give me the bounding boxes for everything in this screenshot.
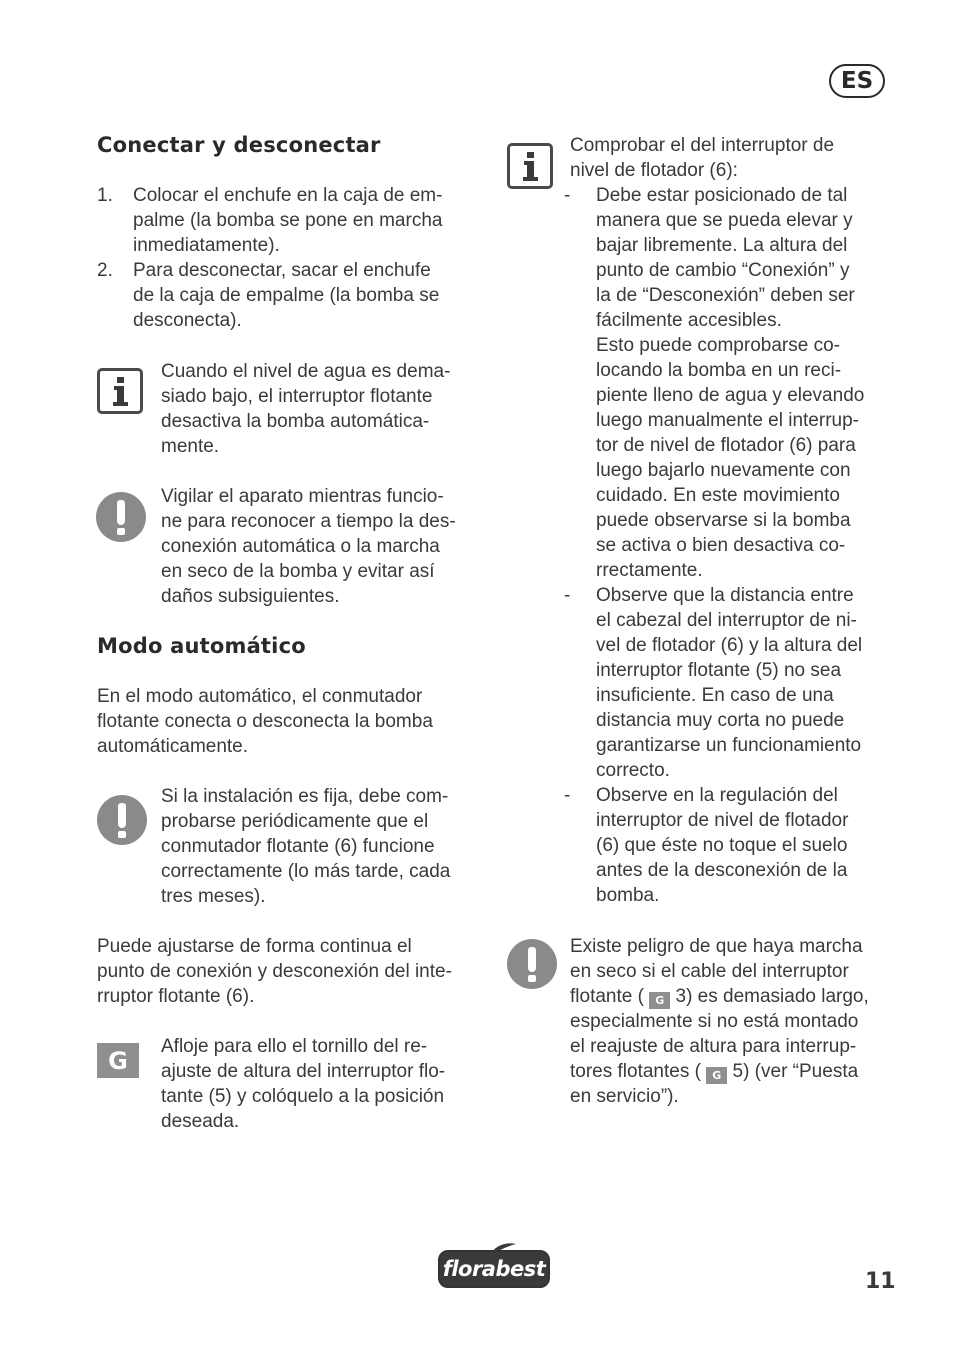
info-icon [97,368,143,414]
text-line: correcto. [596,760,670,781]
text-line: rrectamente. [596,560,703,581]
figure-g-icon: G [649,992,670,1009]
text-line: luego bajarlo nuevamente con [596,460,851,481]
text-line: insuficiente. En caso de una [596,685,834,706]
bullet-dash: - [564,585,571,606]
text-line: puede observarse si la bomba [596,510,851,531]
list-item [97,183,497,258]
list-item [564,183,904,583]
text-line: nivel de flotador (6): [570,160,738,181]
text-line: interruptor de nivel de flotador [596,810,849,831]
step-line: Colocar el enchufe en la caja de em- [133,185,443,206]
florabest-logo [438,1250,550,1288]
text-line: probarse periódicamente que el [161,811,429,832]
step-number: 1. [97,185,113,206]
text-line: cuidado. En este movimiento [596,485,840,506]
text-line: especialmente si no está montado [570,1011,859,1032]
text-line: desactiva la bomba automática- [161,411,430,432]
text-line: manera que se pueda elevar y [596,210,853,231]
text-line: Observe en la regulación del [596,785,838,806]
step-line: inmediatamente). [133,235,280,256]
warning-icon [507,939,557,989]
heading-auto-mode: Modo automático [97,634,306,658]
text-line [570,1059,910,1084]
text-line: la de “Desconexión” deben ser [596,285,855,306]
text-line: siado bajo, el interruptor flotante [161,386,433,407]
bullet-dash: - [564,785,571,806]
text-line: ajuste de altura del interruptor flo- [161,1061,446,1082]
text-line: correctamente (lo más tarde, cada [161,861,451,882]
step-line: Para desconectar, sacar el enchufe [133,260,431,281]
list-item [564,783,904,908]
text-line: vel de flotador (6) y la altura del [596,635,863,656]
text-line: el cabezal del interruptor de ni- [596,610,857,631]
step-line: palme (la bomba se pone en marcha [133,210,443,231]
text-fragment: flotante ( [570,986,650,1007]
text-line: Afloje para ello el tornillo del re- [161,1036,428,1057]
text-line: automáticamente. [97,736,249,757]
text-line [570,984,910,1009]
step-line: de la caja de empalme (la bomba se [133,285,440,306]
text-line: en seco de la bomba y evitar así [161,561,435,582]
text-line: garantizarse un funcionamiento [596,735,862,756]
text-line: Comprobar el del interruptor de [570,135,835,156]
check-bullets [564,183,904,908]
info-note-water-level [161,359,491,459]
text-line: piente lleno de agua y elevando [596,385,865,406]
text-line: rruptor flotante (6). [97,986,255,1007]
text-line: ne para reconocer a tiempo la des- [161,511,456,532]
info-icon [507,143,553,189]
text-line: mente. [161,436,220,457]
text-fragment: 3) es demasiado largo, [670,986,869,1007]
text-line: Puede ajustarse de forma continua el [97,936,412,957]
text-line: en servicio”). [570,1086,679,1107]
adjust-paragraph [97,934,497,1009]
text-line: Debe estar posicionado de tal [596,185,848,206]
list-item [564,583,904,783]
warning-icon [96,492,146,542]
text-line: tres meses). [161,886,266,907]
text-line: En el modo automático, el conmutador [97,686,423,707]
warning-icon [97,795,147,845]
steps-list [97,183,497,333]
text-line: conmutador flotante (6) funcione [161,836,435,857]
language-badge: ES [829,64,885,98]
text-line: bajar libremente. La altura del [596,235,848,256]
text-line: deseada. [161,1111,240,1132]
text-line: en seco si el cable del interruptor [570,961,849,982]
text-line: locando la bomba en un reci- [596,360,842,381]
text-line: Existe peligro de que haya marcha [570,936,863,957]
text-line: Si la instalación es fija, debe com- [161,786,449,807]
list-item [97,258,497,333]
warning-note-dry-run [570,934,910,1109]
text-line: punto de conexión y desconexión del inte- [97,961,452,982]
text-line: (6) que éste no toque el suelo [596,835,848,856]
text-line: interruptor flotante (5) no sea [596,660,842,681]
text-line: Esto puede comprobarse co- [596,335,840,356]
figure-g-icon: G [97,1043,139,1078]
text-line: punto de cambio “Conexión” y [596,260,850,281]
text-fragment: 5) (ver “Puesta [727,1061,859,1082]
bullet-dash: - [564,185,571,206]
text-line: el reajuste de altura para interrup- [570,1036,857,1057]
text-line: antes de la desconexión de la [596,860,848,881]
text-line: distancia muy corta no puede [596,710,845,731]
heading-connect-disconnect: Conectar y desconectar [97,133,381,157]
logo-text: florabest [442,1257,546,1281]
auto-mode-paragraph [97,684,497,759]
text-line: luego manualmente el interrup- [596,410,859,431]
text-line: se activa o bien desactiva co- [596,535,846,556]
text-line: daños subsiguientes. [161,586,340,607]
text-line: tante (5) y colóquelo a la posición [161,1086,445,1107]
page-number: 11 [865,1269,896,1294]
text-fragment: tores flotantes ( [570,1061,707,1082]
figure-g-icon: G [706,1067,727,1084]
text-line: flotante conecta o desconecta la bomba [97,711,433,732]
step-line: desconecta). [133,310,242,331]
warning-note-supervise [161,484,491,609]
text-line: Observe que la distancia entre [596,585,854,606]
warning-note-fixed-install [161,784,491,909]
text-line: tor de nivel de flotador (6) para [596,435,856,456]
step-number: 2. [97,260,113,281]
text-line: conexión automática o la marcha [161,536,440,557]
g-note-loosen-screw [161,1034,491,1134]
text-line: Vigilar el aparato mientras funcio- [161,486,444,507]
text-line: bomba. [596,885,660,906]
text-line: Cuando el nivel de agua es dema- [161,361,451,382]
text-line: fácilmente accesibles. [596,310,782,331]
check-intro [570,133,900,183]
